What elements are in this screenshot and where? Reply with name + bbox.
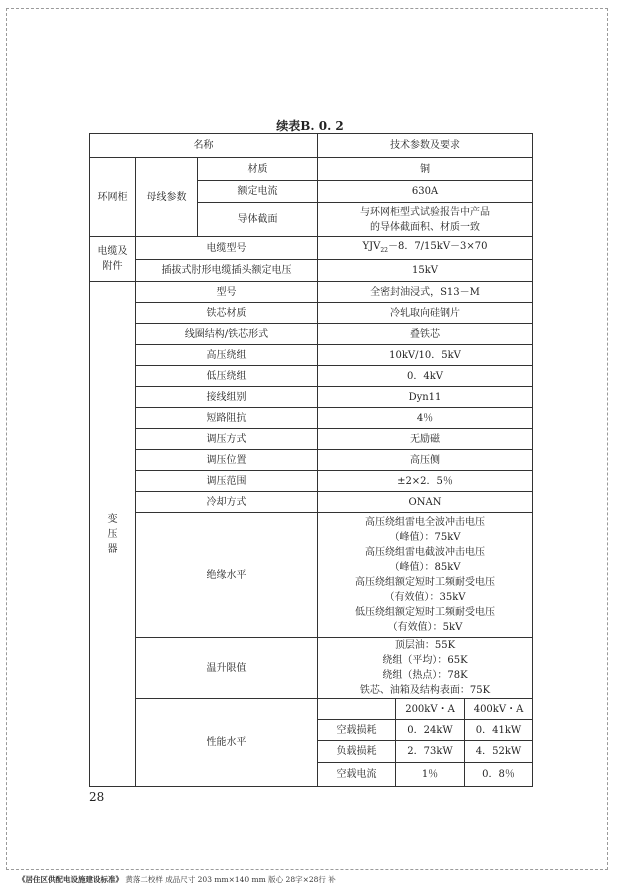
- cable-group-line: 电缆及: [97, 246, 128, 257]
- row-label: 线圈结构/铁芯形式: [136, 324, 318, 345]
- table-row: [90, 324, 533, 345]
- value-line: 与环网柜型式试验报告中产品: [360, 206, 490, 218]
- header-name: 名称: [90, 134, 318, 158]
- row-label: 铁芯材质: [136, 303, 318, 324]
- cable-model-subscript: 22: [380, 246, 388, 254]
- row-value: 叠铁芯: [318, 324, 533, 345]
- perf-value: 0．24kW: [396, 720, 465, 741]
- cable-model-part: －8．7/15kV－3×70: [387, 240, 488, 252]
- value-line: 铁芯、油箱及结构表面：75K: [359, 685, 491, 696]
- transformer-group-char: 器: [107, 543, 118, 555]
- row-value: 4％: [318, 408, 533, 429]
- rmu-sub: 母线参数: [136, 158, 198, 237]
- table-header-row: [90, 134, 533, 158]
- rmu-group: 环网柜: [90, 158, 136, 237]
- row-value: [318, 203, 533, 237]
- perf-row-name: 空载损耗: [318, 720, 396, 741]
- value-line: （有效值）：5kV: [387, 622, 463, 633]
- value-line: 低压绕组额定短时工频耐受电压: [355, 607, 495, 618]
- perf-value: 2．73kW: [396, 741, 465, 763]
- cable-group: [90, 237, 136, 282]
- value-line: （峰值）：75kV: [389, 532, 461, 543]
- table-row: [90, 387, 533, 408]
- table-row: [90, 237, 533, 260]
- row-value: 0．4kV: [318, 366, 533, 387]
- perf-value: 1％: [396, 763, 465, 787]
- row-label: 低压绕组: [136, 366, 318, 387]
- table-row: [90, 408, 533, 429]
- footer-info: 黄落二校样 成品尺寸 203 mm×140 mm 版心 28字×28行 补: [123, 875, 336, 884]
- row-label: 短路阻抗: [136, 408, 318, 429]
- perf-row-name: 空载电流: [318, 763, 396, 787]
- value-line: 顶层油：55K: [394, 640, 456, 651]
- row-label: 导体截面: [198, 203, 318, 237]
- row-label: 材质: [198, 158, 318, 181]
- perf-col-header: 200kV・A: [396, 699, 465, 720]
- perf-value: 0．8％: [465, 763, 533, 787]
- row-label: 额定电流: [198, 181, 318, 203]
- perf-corner: [318, 699, 396, 720]
- row-value: 铜: [318, 158, 533, 181]
- table-row: [90, 450, 533, 471]
- value-line: 高压绕组额定短时工频耐受电压: [355, 577, 495, 588]
- table-row: [90, 492, 533, 513]
- row-label: 型号: [136, 282, 318, 303]
- row-value: ONAN: [318, 492, 533, 513]
- value-line: 的导体截面积、材质一致: [370, 221, 480, 233]
- row-value: ±2×2．5％: [318, 471, 533, 492]
- table-row: [90, 429, 533, 450]
- header-spec: 技术参数及要求: [318, 134, 533, 158]
- row-value: Dyn11: [318, 387, 533, 408]
- temp-rise-values: [318, 638, 533, 699]
- cable-group-line: 附件: [102, 261, 123, 272]
- table-row: [90, 303, 533, 324]
- value-line: 绕组（热点）：78K: [382, 670, 468, 681]
- table-row: [90, 260, 533, 282]
- row-label: 电缆型号: [136, 237, 318, 260]
- table-row: [90, 638, 533, 699]
- value-line: 绕组（平均）：65K: [382, 655, 468, 666]
- page-number: 28: [89, 790, 105, 804]
- row-value: 15kV: [318, 260, 533, 282]
- value-line: 高压绕组雷电截波冲击电压: [365, 547, 485, 558]
- row-label: 调压位置: [136, 450, 318, 471]
- cable-model-part: YJV: [362, 240, 381, 252]
- row-label: 调压方式: [136, 429, 318, 450]
- insulation-values: [318, 513, 533, 638]
- transformer-group: [90, 282, 136, 787]
- table-row: [90, 158, 533, 181]
- row-value: [318, 237, 533, 260]
- value-line: 高压绕组雷电全波冲击电压: [365, 517, 485, 528]
- row-value: 630A: [318, 181, 533, 203]
- transformer-group-char: 压: [107, 528, 118, 540]
- table-row: [90, 513, 533, 638]
- row-label: 高压绕组: [136, 345, 318, 366]
- perf-value: 0．41kW: [465, 720, 533, 741]
- row-label: 插拔式肘形电缆插头额定电压: [136, 260, 318, 282]
- footer-book-title: 《居住区供配电设施建设标准》: [18, 875, 123, 884]
- row-value: 全密封油浸式，S13－M: [318, 282, 533, 303]
- table-row: [90, 282, 533, 303]
- row-label: 绝缘水平: [136, 513, 318, 638]
- row-value: 冷轧取向硅钢片: [318, 303, 533, 324]
- perf-col-header: 400kV・A: [465, 699, 533, 720]
- row-value: 高压侧: [318, 450, 533, 471]
- value-line: （有效值）：35kV: [384, 592, 466, 603]
- row-label: 接线组别: [136, 387, 318, 408]
- row-label: 调压范围: [136, 471, 318, 492]
- row-label: 温升限值: [136, 638, 318, 699]
- row-label: 性能水平: [136, 699, 318, 787]
- perf-row-name: 负载损耗: [318, 741, 396, 763]
- table-row: [90, 345, 533, 366]
- table-row: [90, 699, 533, 720]
- row-label: 冷却方式: [136, 492, 318, 513]
- spec-table: [89, 133, 533, 787]
- table-row: [90, 366, 533, 387]
- table-title: 续表B. 0. 2: [276, 119, 344, 133]
- table-row: [90, 471, 533, 492]
- value-line: （峰值）：85kV: [389, 562, 461, 573]
- row-value: 10kV/10．5kV: [318, 345, 533, 366]
- perf-value: 4．52kW: [465, 741, 533, 763]
- transformer-group-char: 变: [107, 513, 118, 525]
- print-footer: [18, 874, 336, 885]
- row-value: 无励磁: [318, 429, 533, 450]
